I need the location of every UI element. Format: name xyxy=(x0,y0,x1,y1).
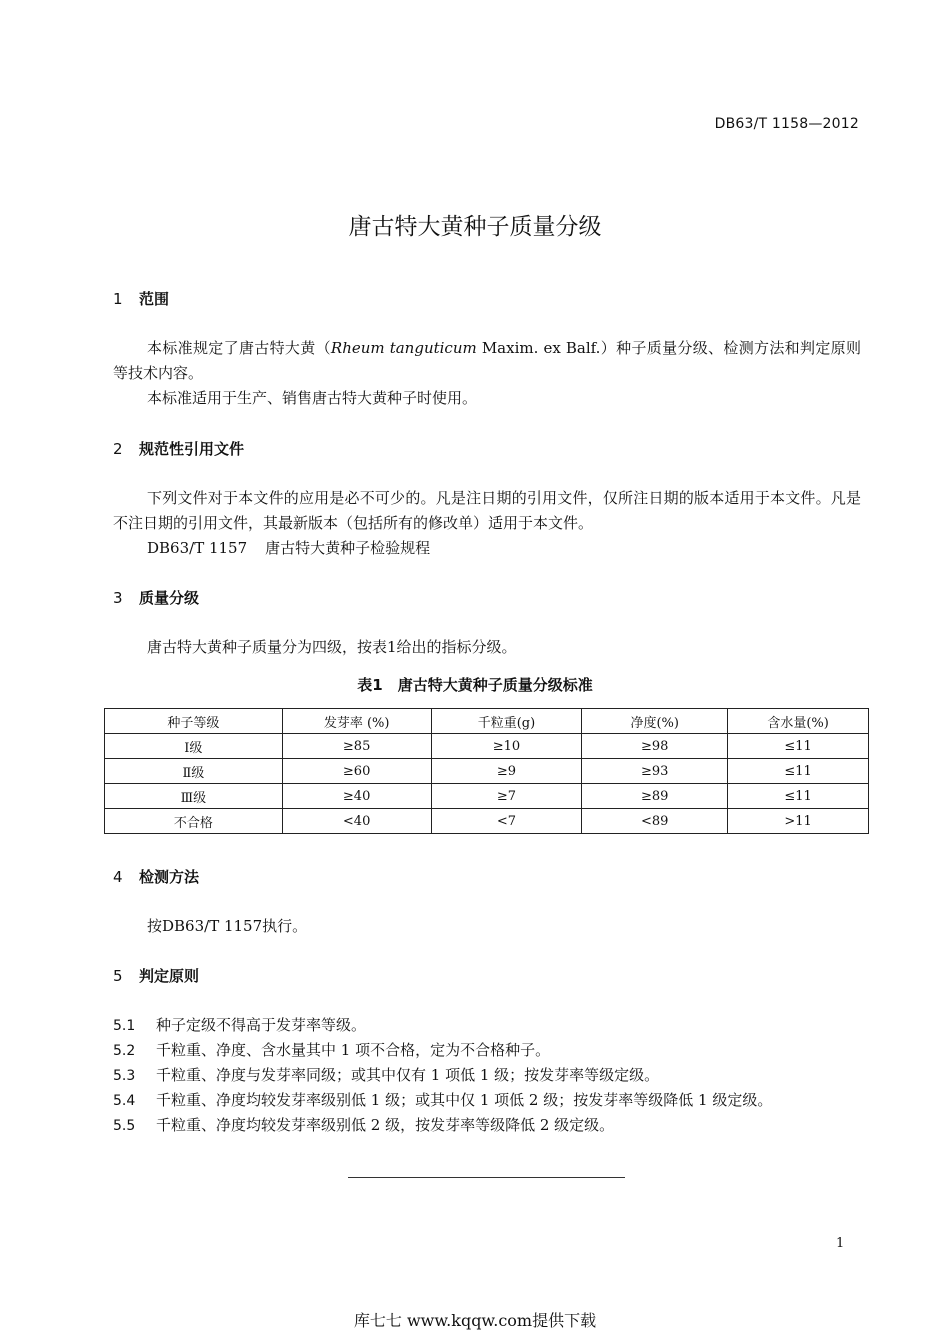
table-cell: Ⅰ级 xyxy=(105,734,283,759)
normative-references-paragraph: 下列文件对于本文件的应用是必不可少的。凡是注日期的引用文件，仅所注日期的版本适用于本文件。凡是不注日期的引用文件，其最新版本（包括所有的修改单）适用于本文件。 xyxy=(113,489,861,532)
table-cell: >11 xyxy=(728,809,869,834)
table-cell: ≤11 xyxy=(728,734,869,759)
header-cell: 种子等级 xyxy=(105,709,283,734)
rule-item xyxy=(113,1039,550,1060)
table-cell: ≤11 xyxy=(728,784,869,809)
section-title: 范围 xyxy=(139,290,170,308)
section-number: 1 xyxy=(113,290,123,308)
table-cell: Ⅲ级 xyxy=(105,784,283,809)
table-cell: ≥93 xyxy=(582,759,728,784)
scope-text-start: 本标准规定了唐古特大黄（ xyxy=(147,339,331,357)
rule-item xyxy=(113,1114,614,1135)
table-cell: <40 xyxy=(282,809,431,834)
reference-code: DB63/T 1157 xyxy=(147,539,248,557)
table-cell: ≥7 xyxy=(431,784,582,809)
page-number: 1 xyxy=(836,1236,845,1251)
table-cell: 不合格 xyxy=(105,809,283,834)
section-3-heading xyxy=(113,587,199,608)
download-source-footer: 库七七 www.kqqw.com提供下载 xyxy=(353,1311,597,1330)
section-title: 规范性引用文件 xyxy=(139,440,245,458)
table-cell: Ⅱ级 xyxy=(105,759,283,784)
rule-number: 5.4 xyxy=(113,1093,136,1109)
table-caption: 表1 唐古特大黄种子质量分级标准 xyxy=(357,676,593,694)
section-number: 2 xyxy=(113,440,123,458)
table-cell: <89 xyxy=(582,809,728,834)
rule-number: 5.5 xyxy=(113,1118,136,1134)
rule-item xyxy=(113,1014,366,1035)
section-1-heading xyxy=(113,288,169,309)
section-title: 检测方法 xyxy=(139,868,200,886)
table-row xyxy=(105,734,869,759)
document-code: DB63/T 1158—2012 xyxy=(714,116,859,132)
table-row xyxy=(105,759,869,784)
rule-text: 千粒重、净度均较发芽率级别低 1 级；或其中仅 1 项低 2 级；按发芽率等级降低 1 级定级。 xyxy=(156,1091,773,1109)
reference-title: 唐古特大黄种子检验规程 xyxy=(265,539,431,557)
latin-name: Rheum tanguticum xyxy=(330,339,477,357)
document-title: 唐古特大黄种子质量分级 xyxy=(348,214,602,240)
table-cell: ≥10 xyxy=(431,734,582,759)
scope-paragraph xyxy=(113,336,861,386)
grading-paragraph: 唐古特大黄种子质量分为四级，按表1给出的指标分级。 xyxy=(147,638,517,656)
section-number: 5 xyxy=(113,967,123,985)
table-cell: ≤11 xyxy=(728,759,869,784)
end-of-document-line xyxy=(348,1177,625,1178)
table-row xyxy=(105,784,869,809)
table-cell: ≥40 xyxy=(282,784,431,809)
test-method-paragraph: 按DB63/T 1157执行。 xyxy=(147,917,308,935)
scope-text-end: Maxim. ex Balf.）种子质量分级、检测方法和判定原则等技术内容。 xyxy=(113,339,861,382)
rule-number: 5.3 xyxy=(113,1068,136,1084)
section-number: 3 xyxy=(113,589,123,607)
applicability-paragraph: 本标准适用于生产、销售唐古特大黄种子时使用。 xyxy=(147,389,478,407)
table-cell: ≥89 xyxy=(582,784,728,809)
table-cell: ≥85 xyxy=(282,734,431,759)
section-number: 4 xyxy=(113,868,123,886)
table-cell: ≥9 xyxy=(431,759,582,784)
header-cell: 净度(%) xyxy=(582,709,728,734)
quality-grade-table xyxy=(104,708,869,834)
rule-text: 种子定级不得高于发芽率等级。 xyxy=(156,1016,367,1034)
section-title: 判定原则 xyxy=(139,967,200,985)
table-cell: ≥98 xyxy=(582,734,728,759)
rule-item xyxy=(113,1089,772,1110)
table-cell: <7 xyxy=(431,809,582,834)
table-header-row xyxy=(105,709,869,734)
header-cell: 含水量(%) xyxy=(728,709,869,734)
table-row xyxy=(105,809,869,834)
section-5-heading xyxy=(113,965,199,986)
section-4-heading xyxy=(113,866,199,887)
rule-number: 5.2 xyxy=(113,1043,136,1059)
reference-entry xyxy=(147,537,430,558)
table-cell: ≥60 xyxy=(282,759,431,784)
rule-text: 千粒重、净度均较发芽率级别低 2 级，按发芽率等级降低 2 级定级。 xyxy=(156,1116,615,1134)
rule-number: 5.1 xyxy=(113,1018,136,1034)
header-cell: 千粒重(g) xyxy=(431,709,582,734)
section-2-heading xyxy=(113,438,244,459)
rule-item xyxy=(113,1064,659,1085)
section-title: 质量分级 xyxy=(139,589,200,607)
rule-text: 千粒重、净度与发芽率同级；或其中仅有 1 项低 1 级；按发芽率等级定级。 xyxy=(156,1066,660,1084)
rule-text: 千粒重、净度、含水量其中 1 项不合格，定为不合格种子。 xyxy=(156,1041,551,1059)
header-cell: 发芽率 (%) xyxy=(282,709,431,734)
